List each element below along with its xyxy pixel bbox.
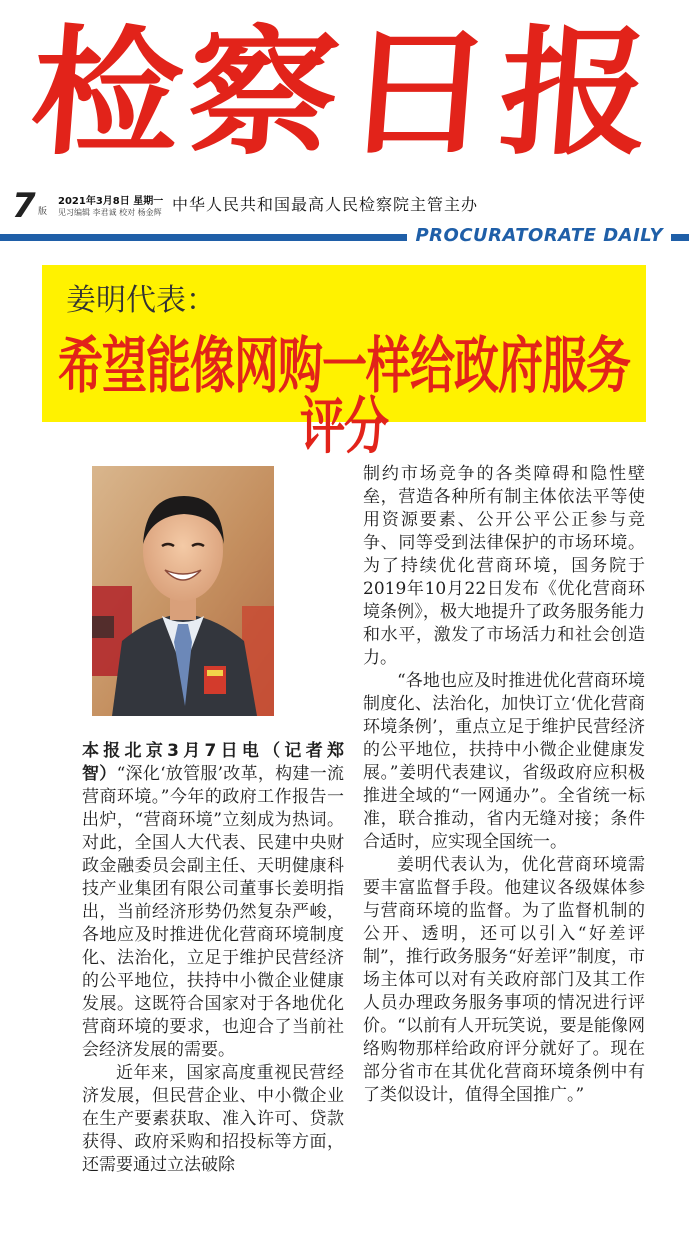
masthead bbox=[0, 0, 689, 185]
newspaper-title: 检察日报 bbox=[26, 11, 663, 174]
article-column-right bbox=[363, 463, 645, 1107]
headline-title: 希望能像网购一样给政府服务评分 bbox=[57, 329, 630, 462]
article-column-left bbox=[82, 740, 344, 1177]
article-dateline: 本报北京3月7日电（记者郑智） bbox=[82, 741, 344, 784]
portrait-photo bbox=[92, 466, 274, 716]
headline-kicker: 姜明代表： bbox=[66, 283, 216, 318]
paragraph-text: “深化‘放管服’改革，构建一流营商环境。”今年的政府工作报告一出炉，“营商环境”立刻成为热词。对此，全国人大代表、民建中央财政金融委员会副主任、天明健康科技产业集团有限公司董事长姜明指出，当前经济形势仍然复杂严峻，各地应及时推进优化营商环境制度化、法治化，立足于维护民营经济的公平地位，扶持中小微企业健康发展。这既符合国家对于各地优化营商环境的要求，也迎合了当前社会经济发展的需要。 bbox=[82, 764, 344, 1060]
sponsor-line: 中华人民共和国最高人民检察院主管主办 bbox=[172, 195, 479, 214]
article-paragraph: 近年来，国家高度重视民营经济发展，但民营企业、中小微企业在生产要素获取、准入许可、贷款获得、政府采购和招投标等方面，还需要通过立法破除 bbox=[82, 1063, 344, 1175]
portrait-image bbox=[92, 466, 274, 716]
page-suffix: 版 bbox=[38, 207, 48, 217]
headline-box bbox=[42, 265, 646, 462]
editors-credit: 见习编辑 李君诚 校对 杨金辉 bbox=[58, 208, 162, 217]
article-paragraph: “各地也应及时推进优化营商环境制度化、法治化，加快订立‘优化营商环境条例’，重点立足于维护民营经济的公平地位，扶持中小微企业健康发展。”姜明代表建议，省级政府应积极推进全域的“一网通办”。全省统一标准，联合推动，省内无缝对接；条件合适时，应实现全国统一。 bbox=[363, 671, 645, 852]
article-paragraph: 姜明代表认为，优化营商环境需要丰富监督手段。他建议各级媒体参与营商环境的监督。为了监督机制的公开、透明，还可以引入“好差评制”，推行政务服务“好差评”制度，市场主体可以对有关政府部门及其工作人员办理政务服务事项的情况进行评价。“以前有人开玩笑说，要是能像网络购物那样给政府评分就好了。现在部分省市在其优化营商环境条例中有了类似设计，值得全国推广。” bbox=[363, 855, 645, 1105]
page-number: 7 bbox=[12, 186, 36, 226]
article-paragraph bbox=[82, 740, 344, 1062]
english-name-band bbox=[0, 225, 689, 246]
issue-info-row bbox=[0, 188, 689, 224]
article-paragraph: 制约市场竞争的各类障碍和隐性壁垒，营造各种所有制主体依法平等使用资源要素、公开公平公正参与竞争、同等受到法律保护的市场环境。为了持续优化营商环境，国务院于2019年10月22日发布《优化营商环境条例》，极大地提升了政务服务能力和水平，激发了市场活力和社会创造力。 bbox=[363, 464, 645, 668]
issue-date: 2021年3月8日 星期一 bbox=[58, 196, 164, 207]
english-name: PROCURATORATE DAILY bbox=[407, 224, 671, 248]
